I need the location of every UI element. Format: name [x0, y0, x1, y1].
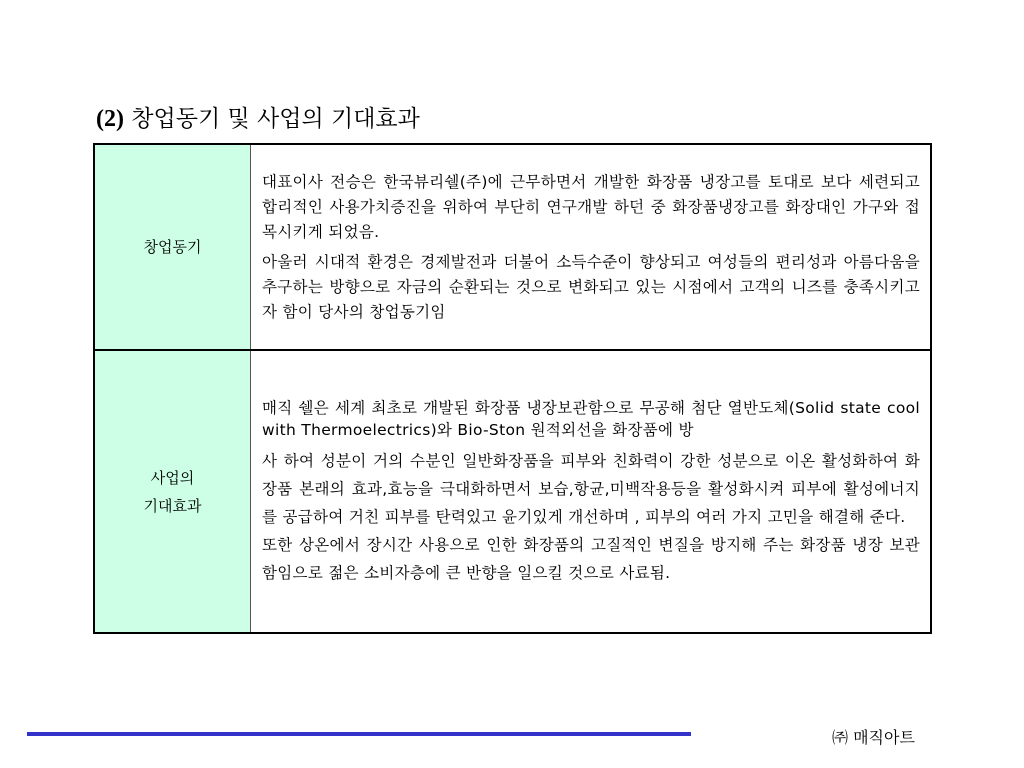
table-row-expected-effects — [94, 350, 931, 633]
title-text: 창업동기 및 사업의 기대효과 — [131, 106, 420, 132]
content-cell-expected-effects — [251, 350, 932, 633]
label-line: 창업동기 — [143, 238, 202, 256]
label-line: 사업의 — [150, 468, 195, 487]
title-number: (2) — [96, 106, 124, 132]
table-row-motivation — [94, 144, 931, 350]
paragraph: 대표이사 전승은 한국뷰리쉘(주)에 근무하면서 개발한 화장품 냉장고를 토대로 보다 세련되고 합리적인 사용가치증진을 위하여 부단히 연구개발 하던 중 화장품냉장고를 화장대인 가구와 접목시키게 되었음. — [262, 172, 920, 241]
bottom-accent-bar — [27, 732, 691, 736]
paragraph: 또한 상온에서 장시간 사용으로 인한 화장품의 고질적인 변질을 방지해 주는 화장품 냉장 보관함임으로 젊은 소비자층에 큰 반향을 일으킬 것으로 사료됨. — [262, 535, 920, 582]
footer-company: ㈜ 매직아트 — [832, 728, 915, 747]
paragraph: 사 하여 성분이 거의 수분인 일반화장품을 피부와 친화력이 강한 성분으로 이온 활성화하여 화장품 본래의 효과,효능을 극대화하면서 보습,항균,미백작용등을 활성화시켜 피부에 활성에너지를 공급하여 거친 피부를 탄력있고 윤기있게 개선하며 , 피부의 여러 가지 고민을 해결해 준다. — [262, 451, 920, 526]
content-table — [93, 143, 932, 634]
content-cell-motivation — [251, 144, 932, 350]
paragraph: 아울러 시대적 환경은 경제발전과 더불어 소득수준이 향상되고 여성들의 편리성과 아름다움을 추구하는 방향으로 자금의 순환되는 것으로 변화되고 있는 시점에서 고객의 니즈를 충족시키고자 함이 당사의 창업동기임 — [262, 252, 920, 321]
label-cell-expected-effects — [94, 350, 251, 633]
slide-title — [96, 100, 420, 133]
label-cell-motivation — [94, 144, 251, 350]
paragraph: 매직 쉘은 세계 최초로 개발된 화장품 냉장보관함으로 무공해 첨단 열반도체(Solid state cool with Thermoelectrics)와 Bio-Ston 원적외선을 화장품에 방 — [262, 398, 920, 439]
label-line: 기대효과 — [143, 496, 202, 515]
